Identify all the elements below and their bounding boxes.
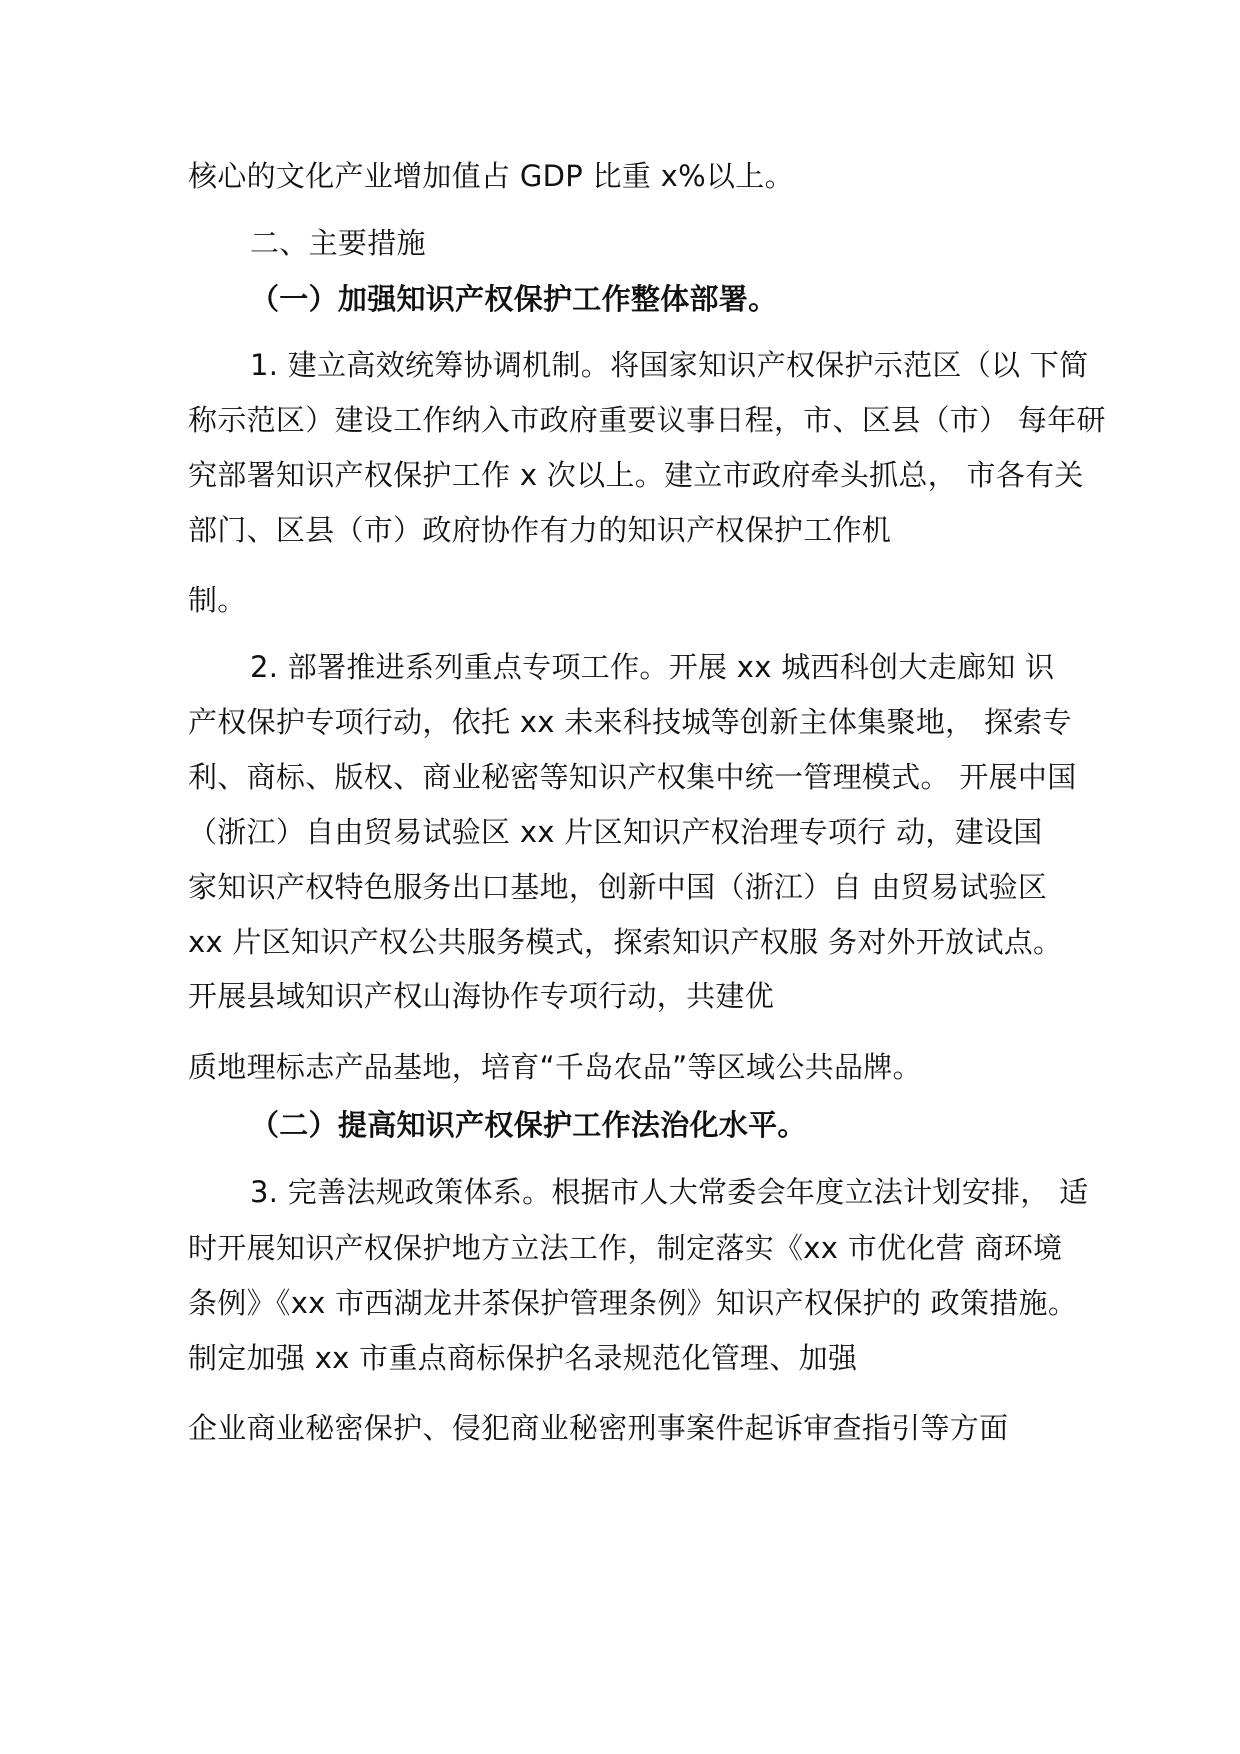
subsection-heading: （一）加强知识产权保护工作整体部署。 [250, 282, 778, 316]
paragraph-line: 2. 部署推进系列重点专项工作。开展 xx 城西科创大走廊知 识 [250, 650, 1055, 684]
paragraph-line: 产权保护专项行动，依托 xx 未来科技城等创新主体集聚地， 探索专 [188, 705, 1072, 739]
paragraph-line: 企业商业秘密保护、侵犯商业秘密刑事案件起诉审查指引等方面 [188, 1411, 1009, 1445]
paragraph-line: 时开展知识产权保护地方立法工作，制定落实《xx 市优化营 商环境 [188, 1231, 1063, 1265]
subsection-heading: （二）提高知识产权保护工作法治化水平。 [250, 1108, 807, 1142]
paragraph-line: 称示范区）建设工作纳入市政府重要议事日程，市、区县（市） 每年研 [188, 403, 1106, 437]
paragraph-line: （浙江）自由贸易试验区 xx 片区知识产权治理专项行 动，建设国 [188, 815, 1043, 849]
paragraph-line: 制。 [188, 583, 247, 617]
paragraph-line: xx 片区知识产权公共服务模式，探索知识产权服 务对外开放试点。 [188, 925, 1063, 959]
text-line: 核心的文化产业增加值占 GDP 比重 x%以上。 [188, 159, 794, 193]
paragraph-line: 家知识产权特色服务出口基地，创新中国（浙江）自 由贸易试验区 [188, 870, 1048, 904]
paragraph-line: 制定加强 xx 市重点商标保护名录规范化管理、加强 [188, 1341, 858, 1375]
paragraph-line: 条例》《xx 市西湖龙井茶保护管理条例》知识产权保护的 政策措施。 [188, 1286, 1078, 1320]
paragraph-line: 3. 完善法规政策体系。根据市人大常委会年度立法计划安排， 适 [250, 1175, 1089, 1209]
paragraph-line: 部门、区县（市）政府协作有力的知识产权保护工作机 [188, 513, 892, 547]
section-heading: 二、主要措施 [250, 226, 426, 260]
paragraph-line: 究部署知识产权保护工作 x 次以上。建立市政府牵头抓总， 市各有关 [188, 458, 1084, 492]
paragraph-line: 1. 建立高效统筹协调机制。将国家知识产权保护示范区（以 下简 [250, 348, 1089, 382]
paragraph-line: 利、商标、版权、商业秘密等知识产权集中统一管理模式。 开展中国 [188, 760, 1077, 794]
paragraph-line: 质地理标志产品基地，培育“千岛农品”等区域公共品牌。 [188, 1050, 922, 1084]
paragraph-line: 开展县域知识产权山海协作专项行动，共建优 [188, 979, 775, 1013]
